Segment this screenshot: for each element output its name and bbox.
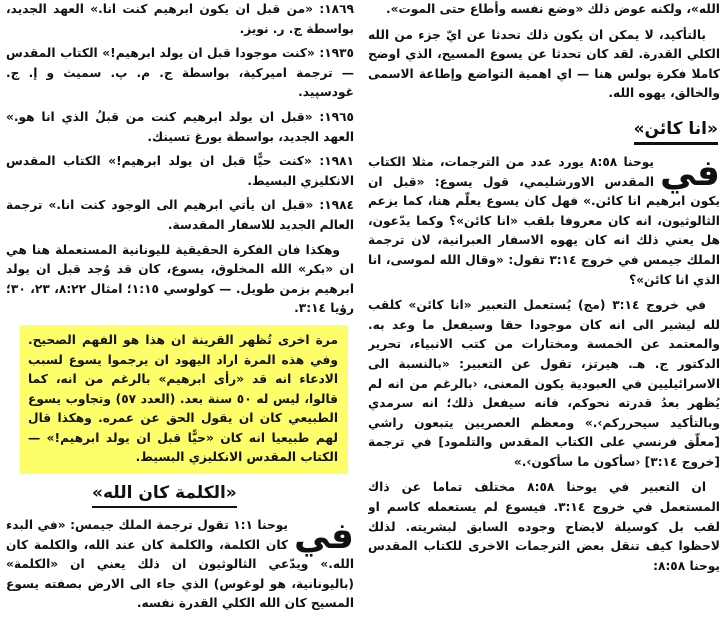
left-column [6, 0, 354, 640]
paragraph: ان التعبير في يوحنا ٨:٥٨ مختلف تماما عن ذاك المستعمل في خروج ٣:١٤. فيسوع لم يستعمله كاسم او لقب بل كوسيلة لايضاح وجوده السابق لبشريته. لذلك لاحظوا كيف تنقل بعض الترجمات الاخرى للكتاب المقدس يوحنا ٨:٥٨: [368, 480, 720, 573]
citation: ١٩٦٥: «قبل ان يولد ابرهيم كنت من قبلُ الذي انا هو.» العهد الجديد، بواسطة يورغ تسينك. [6, 109, 354, 144]
paragraph: وهكذا فان الفكرة الحقيقية لليونانية المستعملة هنا هي ان «بكر» الله المخلوق، يسوع، كان قد وُجد قبل ان يولد ابرهيم بزمن طويل. — كولوسي ١:١٥؛ امثال ٨:٢٢، ٢٣، ٣٠؛ رؤيا ٣:١٤. [6, 242, 354, 316]
citation: ١٩٣٥: «كنت موجودا قبل ان يولد ابرهيم!» الكتاب المقدس — ترجمة اميركية، بواسطة ج. م. پ. سميث و إ. ج. غودسپيد. [6, 46, 354, 100]
paragraph-with-dropcap [368, 153, 720, 290]
section-heading: «انا كائن» [634, 116, 718, 145]
heading-wrapper [6, 474, 354, 516]
paragraph-text: يوحنا ٨:٥٨ يورد عدد من الترجمات، مثلا الكتاب المقدس الاورشليمي، قول يسوع: «قبل ان يكون ابرهيم انا كائن.» فهل كان يسوع يعلّم هنا، كما يزعم الثالوثيون، انه كان معروفا بلقب «انا كائن»؟ وكما يدّعون، هل يعني ذلك انه كان يهوه الاسفار العبرانية، لان ترجمة الملك جيمس في خروج ٣:١٤ تقول: «وقال الله لموسى، انا الذي انا كائن»؟ [368, 154, 720, 287]
highlighted-passage [20, 325, 348, 474]
paragraph: في خروج ٣:١٤ (مج) يُستعمل التعبير «انا كائن» كلقب لله ليشير الى انه كان موجودا حقا وسيفعل ما وعد به. والمعتمد عن الخمسة ومختارات من كتب الانبياء، تحرير الدكتور ج. هـ. هيرتز، تقول عن التعبير: «بالنسبة الى الاسرائيليين في العبودية يكون المعنى، ‹بالرغم من انه لم يُظهر بعدُ قدرته نحوكم، فانه سيفعل ذلك؛ انه سرمدي وبالتأكيد سيحرركم›.» ومعظم العصريين يتبعون راشي [معلّق فرنسي على الكتاب المقدس والتلمود] في ترجمة [خروج ٣:١٤] ‹سأكون ما سأكون›.» [368, 298, 720, 469]
drop-cap: في [660, 152, 720, 194]
citation: ١٩٨٤: «قبل ان يأتي ابرهيم الى الوجود كنت انا.» ترجمة العالم الجديد للاسفار المقدسة. [6, 198, 354, 232]
paragraph-text: يوحنا ١:١ تقول ترجمة الملك جيمس: «في البدء كان الكلمة، والكلمة كان عند الله، والكلمة كان الله.» ويدّعي الثالوثيون ان ذلك يعني ان «الكلمة» (باليونانية، هو لوغوس) الذي جاء الى الارض بصفته يسوع المسيح كان الله الكلي القدرة نفسه. [6, 518, 354, 611]
paragraph: بالتأكيد، لا يمكن ان يكون ذلك تحدثا عن ايّ جزء من الله الكلي القدرة. لقد كان تحدثا عن يسوع المسيح، الذي اوضح كاملا فكرة بولس هنا — اي اهمية التواضع وإطاعة الاسمى والخالق، يهوه الله. [368, 27, 720, 101]
paragraph: الله»، ولكنه عوض ذلك «وضع نفسه وأطاع حتى الموت». [386, 2, 720, 16]
right-column [368, 0, 720, 640]
paragraph-with-dropcap [6, 516, 354, 614]
citation: ١٨٦٩: «من قبل ان يكون ابرهيم كنت انا.» العهد الجديد، بواسطة ج. ر. نويز. [6, 2, 354, 36]
section-heading: «الكلمة كان الله» [92, 480, 237, 508]
highlighted-text: مرة اخرى تُظهر القرينة ان هذا هو الفهم الصحيح. وفي هذه المرة اراد اليهود ان يرجموا يسوع لسبب الادعاء انه قد «رأى ابرهيم» بالرغم من انه، كما قالوا، ليس له ٥٠ سنة بعد. (العدد ٥٧) وتجاوب يسوع الطبيعي كان ان يقول الحق عن عمره. وهكذا قال لهم طبيعيا انه كان «حيًّا قبل ان يولد ابرهيم!» — الكتاب المقدس الانكليزي البسيط. [28, 332, 338, 465]
drop-cap: في [294, 516, 354, 558]
citation: ١٩٨١: «كنت حيًّا قبل ان يولد ابرهيم!» الكتاب المقدس الانكليزي البسيط. [6, 154, 354, 188]
